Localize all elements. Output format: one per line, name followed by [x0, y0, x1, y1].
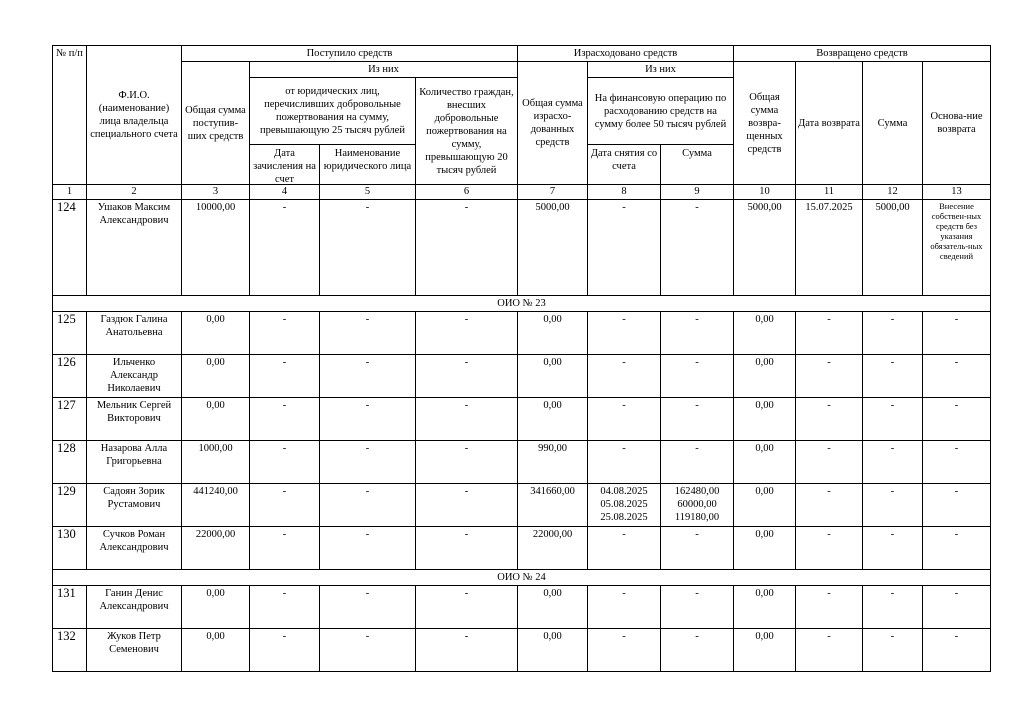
- cell-c11: -: [796, 398, 863, 441]
- cell-c12: -: [863, 312, 923, 355]
- column-number: 3: [182, 185, 250, 200]
- table-row: [53, 586, 991, 629]
- cell-c8: -: [588, 355, 661, 398]
- header-returned-group: Возвращено средств: [734, 46, 991, 62]
- cell-c7: 0,00: [518, 398, 588, 441]
- cell-c13: Внесение собствен-ных средств без указания обязатель-ных сведений: [923, 200, 991, 296]
- cell-c7: 22000,00: [518, 527, 588, 570]
- cell-c6: -: [416, 312, 518, 355]
- column-number: 6: [416, 185, 518, 200]
- cell-c6: -: [416, 484, 518, 527]
- header-financial-block: [588, 78, 734, 185]
- section-row: [53, 570, 991, 586]
- cell-c11: 15.07.2025: [796, 200, 863, 296]
- cell-c3: 0,00: [182, 312, 250, 355]
- section-title: ОИО № 24: [53, 570, 991, 586]
- owner-name: Жуков Петр Семенович: [87, 629, 182, 672]
- column-number: 12: [863, 185, 923, 200]
- row-number: 132: [53, 629, 87, 672]
- owner-name: Сучков Роман Александрович: [87, 527, 182, 570]
- cell-c5: -: [320, 441, 416, 484]
- owner-name: Ильченко Александр Николаевич: [87, 355, 182, 398]
- section-row: [53, 296, 991, 312]
- cell-c4: -: [250, 441, 320, 484]
- header-date-credited: Дата зачисления на счет: [250, 145, 320, 184]
- cell-c13: -: [923, 355, 991, 398]
- cell-c5: -: [320, 312, 416, 355]
- owner-name: Ушаков Максим Александрович: [87, 200, 182, 296]
- header-of-them-spent: Из них: [588, 62, 734, 78]
- header-total-received: Общая сумма поступив-ших средств: [182, 62, 250, 185]
- cell-c6: -: [416, 441, 518, 484]
- cell-c7: 0,00: [518, 355, 588, 398]
- finance-table: [52, 45, 991, 672]
- header-return-basis: Основа-ние возврата: [923, 62, 991, 185]
- cell-c5: -: [320, 200, 416, 296]
- cell-c8: -: [588, 629, 661, 672]
- owner-name: Газдюк Галина Анатольевна: [87, 312, 182, 355]
- column-number: 8: [588, 185, 661, 200]
- cell-c12: -: [863, 398, 923, 441]
- cell-c3: 441240,00: [182, 484, 250, 527]
- report-sheet: [52, 45, 991, 672]
- cell-c12: -: [863, 527, 923, 570]
- cell-c6: -: [416, 200, 518, 296]
- column-number: 2: [87, 185, 182, 200]
- cell-c10: 0,00: [734, 484, 796, 527]
- cell-c8: -: [588, 312, 661, 355]
- cell-c5: -: [320, 586, 416, 629]
- header-total-returned: Общая сумма возвра-щенных средств: [734, 62, 796, 185]
- column-number-row: [53, 185, 991, 200]
- cell-c12: -: [863, 586, 923, 629]
- cell-c4: -: [250, 398, 320, 441]
- cell-c11: -: [796, 441, 863, 484]
- header-legal-entities: от юридических лиц, перечисливших добровольные пожертвования на сумму, превышающую 25 тысяч рублей: [250, 78, 415, 145]
- header-received-group: Поступило средств: [182, 46, 518, 62]
- table-row: [53, 355, 991, 398]
- cell-c11: -: [796, 355, 863, 398]
- cell-c11: -: [796, 629, 863, 672]
- cell-c10: 0,00: [734, 441, 796, 484]
- cell-c6: -: [416, 355, 518, 398]
- cell-c6: -: [416, 527, 518, 570]
- cell-c3: 0,00: [182, 355, 250, 398]
- cell-c7: 990,00: [518, 441, 588, 484]
- cell-c11: -: [796, 586, 863, 629]
- table-row: [53, 312, 991, 355]
- cell-c4: -: [250, 355, 320, 398]
- cell-c9: -: [661, 312, 734, 355]
- table-row: [53, 200, 991, 296]
- header-withdraw-date: Дата снятия со счета: [588, 145, 661, 184]
- header-fio: Ф.И.О. (наименование) лица владельца специального счета: [87, 46, 182, 185]
- cell-c10: 0,00: [734, 312, 796, 355]
- cell-c8: -: [588, 586, 661, 629]
- row-number: 131: [53, 586, 87, 629]
- cell-c4: -: [250, 527, 320, 570]
- cell-c3: 0,00: [182, 398, 250, 441]
- cell-c9: -: [661, 527, 734, 570]
- table-row: [53, 484, 991, 527]
- header-total-spent: Общая сумма израсхо-дованных средств: [518, 62, 588, 185]
- row-number: 127: [53, 398, 87, 441]
- cell-c9: -: [661, 586, 734, 629]
- owner-name: Назарова Алла Григорьевна: [87, 441, 182, 484]
- cell-c4: -: [250, 484, 320, 527]
- column-number: 4: [250, 185, 320, 200]
- table-row: [53, 527, 991, 570]
- section-title: ОИО № 23: [53, 296, 991, 312]
- header-financial-op: На финансовую операцию по расходованию средств на сумму более 50 тысяч рублей: [588, 78, 733, 145]
- cell-c13: -: [923, 629, 991, 672]
- column-number: 11: [796, 185, 863, 200]
- cell-c6: -: [416, 398, 518, 441]
- cell-c8: -: [588, 200, 661, 296]
- cell-c8: 04.08.2025 05.08.2025 25.08.2025: [588, 484, 661, 527]
- cell-c3: 0,00: [182, 586, 250, 629]
- cell-c13: -: [923, 527, 991, 570]
- cell-c12: -: [863, 629, 923, 672]
- cell-c7: 341660,00: [518, 484, 588, 527]
- cell-c4: -: [250, 586, 320, 629]
- column-number: 10: [734, 185, 796, 200]
- column-number: 9: [661, 185, 734, 200]
- header-amount: Сумма: [682, 148, 712, 159]
- cell-c9: -: [661, 441, 734, 484]
- cell-c4: -: [250, 629, 320, 672]
- cell-c13: -: [923, 398, 991, 441]
- table-row: [53, 398, 991, 441]
- row-number: 129: [53, 484, 87, 527]
- cell-c4: -: [250, 200, 320, 296]
- cell-c12: 5000,00: [863, 200, 923, 296]
- cell-c9: -: [661, 200, 734, 296]
- cell-c9: -: [661, 398, 734, 441]
- cell-c7: 5000,00: [518, 200, 588, 296]
- cell-c9: -: [661, 355, 734, 398]
- cell-c11: -: [796, 527, 863, 570]
- table-row: [53, 629, 991, 672]
- cell-c5: -: [320, 629, 416, 672]
- owner-name: Ганин Денис Александрович: [87, 586, 182, 629]
- cell-c10: 5000,00: [734, 200, 796, 296]
- cell-c10: 0,00: [734, 398, 796, 441]
- cell-c12: -: [863, 441, 923, 484]
- cell-c11: -: [796, 484, 863, 527]
- cell-c5: -: [320, 527, 416, 570]
- cell-c3: 0,00: [182, 629, 250, 672]
- cell-c13: -: [923, 441, 991, 484]
- owner-name: Садоян Зорик Рустамович: [87, 484, 182, 527]
- row-number: 130: [53, 527, 87, 570]
- cell-c7: 0,00: [518, 586, 588, 629]
- row-number: 126: [53, 355, 87, 398]
- cell-c6: -: [416, 586, 518, 629]
- header-legal-name: Наименование юридического лица: [323, 148, 412, 172]
- cell-c10: 0,00: [734, 629, 796, 672]
- cell-c12: -: [863, 484, 923, 527]
- cell-c8: -: [588, 398, 661, 441]
- cell-c4: -: [250, 312, 320, 355]
- cell-c5: -: [320, 398, 416, 441]
- cell-c8: -: [588, 441, 661, 484]
- cell-c3: 22000,00: [182, 527, 250, 570]
- cell-c13: -: [923, 484, 991, 527]
- column-number: 1: [53, 185, 87, 200]
- header-citizens-count: Количество граждан, внесших добровольные пожертвования на сумму, превышающую 20 тысяч рублей: [416, 78, 518, 185]
- header-return-sum: Сумма: [863, 62, 923, 185]
- row-number: 124: [53, 200, 87, 296]
- cell-c12: -: [863, 355, 923, 398]
- header-legal-block: [250, 78, 416, 185]
- cell-c9: -: [661, 629, 734, 672]
- cell-c10: 0,00: [734, 586, 796, 629]
- column-number: 7: [518, 185, 588, 200]
- header-spent-group: Израсходовано средств: [518, 46, 734, 62]
- row-number: 125: [53, 312, 87, 355]
- cell-c5: -: [320, 355, 416, 398]
- cell-c13: -: [923, 586, 991, 629]
- cell-c3: 10000,00: [182, 200, 250, 296]
- cell-c8: -: [588, 527, 661, 570]
- cell-c3: 1000,00: [182, 441, 250, 484]
- header-return-date: Дата возврата: [796, 62, 863, 185]
- cell-c13: -: [923, 312, 991, 355]
- cell-c6: -: [416, 629, 518, 672]
- cell-c9: 162480,00 60000,00 119180,00: [661, 484, 734, 527]
- header-of-them-received: Из них: [250, 62, 518, 78]
- table-body: [53, 200, 991, 672]
- cell-c7: 0,00: [518, 629, 588, 672]
- owner-name: Мельник Сергей Викторович: [87, 398, 182, 441]
- cell-c5: -: [320, 484, 416, 527]
- column-number: 5: [320, 185, 416, 200]
- cell-c7: 0,00: [518, 312, 588, 355]
- header-num: № п/п: [53, 46, 87, 185]
- row-number: 128: [53, 441, 87, 484]
- column-number: 13: [923, 185, 991, 200]
- cell-c10: 0,00: [734, 355, 796, 398]
- table-row: [53, 441, 991, 484]
- cell-c10: 0,00: [734, 527, 796, 570]
- cell-c11: -: [796, 312, 863, 355]
